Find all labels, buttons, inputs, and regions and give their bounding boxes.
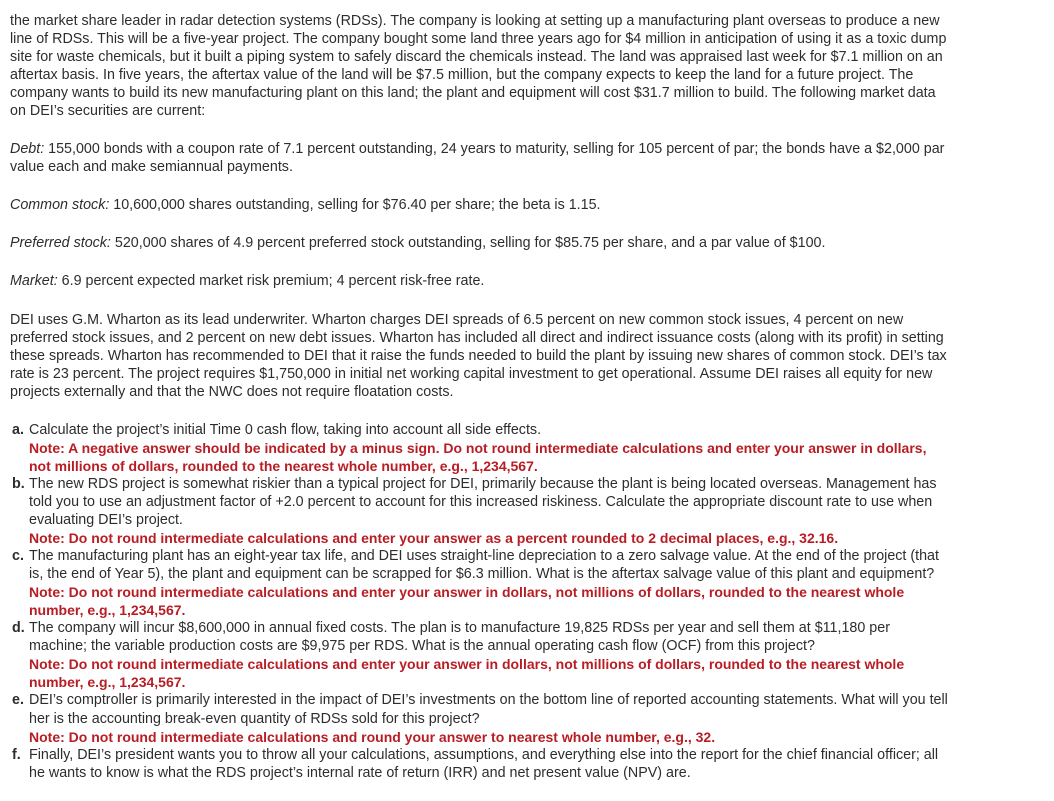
preferred-stock-label: Preferred stock: (10, 235, 111, 252)
problem-text (10, 12, 950, 782)
underwriter-paragraph: DEI uses G.M. Wharton as its lead underwriter. Wharton charges DEI spreads of 6.5 percent on new common stock issues, 4 percent on new preferred stock issues, and 2 percent on new debt issues. Wharton has included all direct and indirect issuance costs (along with its profit) in setting these spreads. Wharton has recommended to DEI that it raise the funds needed to build the plant by issuing new shares of common stock. DEI’s tax rate is 23 percent. The project requires $1,750,000 in initial net working capital investment to get operational. Assume DEI raises all equity for new projects externally and that the NWC does not require floatation costs. (10, 311, 947, 400)
common-stock-label: Common stock: (10, 197, 110, 214)
question-list (10, 421, 950, 782)
question-text: The manufacturing plant has an eight-year tax life, and DEI uses straight-line depreciation to a zero salvage value. At the end of the project (that is, the end of Year 5), the plant and equipment can be scrapped for $6.3 million. What is the aftertax salvage value of this plant and equipment? (29, 548, 939, 583)
question-letter: b. (12, 475, 25, 492)
market-paragraph (10, 272, 950, 290)
question-note: Note: Do not round intermediate calculations and enter your answer in dollars, not millions of dollars, rounded to the nearest whole number, e.g., 1,234,567. (29, 584, 905, 619)
question-b (10, 475, 950, 547)
question-letter: a. (12, 421, 24, 438)
question-letter: f. (12, 746, 21, 763)
question-d (10, 619, 950, 691)
question-f (10, 746, 950, 782)
common-stock-paragraph (10, 196, 950, 214)
question-note: Note: Do not round intermediate calculations and round your answer to nearest whole number, e.g., 32. (29, 728, 716, 745)
preferred-stock-text: 520,000 shares of 4.9 percent preferred stock outstanding, selling for $85.75 per share, and a par value of $100. (110, 235, 826, 252)
preferred-stock-paragraph (10, 234, 950, 252)
question-letter: e. (12, 692, 24, 709)
common-stock-text: 10,600,000 shares outstanding, selling for $76.40 per share; the beta is 1.15. (109, 197, 601, 214)
debt-paragraph (10, 140, 950, 176)
question-text: Finally, DEI’s president wants you to throw all your calculations, assumptions, and everything else into the report for the chief financial officer; all he wants to know is what the RDS project’s internal rate of return (IRR) and net present value (NPV) are. (29, 746, 939, 781)
debt-text: 155,000 bonds with a coupon rate of 7.1 percent outstanding, 24 years to maturity, selling for 105 percent of par; the bonds have a $2,000 par value each and make semiannual payments. (10, 141, 945, 176)
question-text: Calculate the project’s initial Time 0 cash flow, taking into account all side effects. (29, 421, 542, 438)
market-label: Market: (10, 273, 58, 290)
question-note: Note: A negative answer should be indicated by a minus sign. Do not round intermediate calculations and enter your answer in dollars, not millions of dollars, rounded to the nearest whole number, e.g., 1,234,567. (29, 439, 927, 474)
question-note: Note: Do not round intermediate calculations and enter your answer in dollars, not millions of dollars, rounded to the nearest whole number, e.g., 1,234,567. (29, 656, 905, 691)
question-e (10, 691, 950, 745)
question-text: The new RDS project is somewhat riskier than a typical project for DEI, primarily because the plant is being located overseas. Management has told you to use an adjustment factor of +2.0 percent to account for this increased riskiness. Calculate the appropriate discount rate to use when evaluating DEI’s project. (29, 475, 937, 528)
intro-paragraph: the market share leader in radar detection systems (RDSs). The company is looking at setting up a manufacturing plant overseas to produce a new line of RDSs. This will be a five-year project. The company bought some land three years ago for $4 million in anticipation of using it as a toxic dump site for waste chemicals, but it built a piping system to safely discard the chemicals instead. The land was appraised last week for $7.1 million on an aftertax basis. In five years, the aftertax value of the land will be $7.5 million, but the company expects to keep the land for a future project. The company wants to build its new manufacturing plant on this land; the plant and equipment will cost $31.7 million to build. The following market data on DEI’s securities are current: (10, 13, 947, 120)
question-note: Note: Do not round intermediate calculations and enter your answer as a percent rounded to 2 decimal places, e.g., 32.16. (29, 530, 839, 547)
question-c (10, 547, 950, 619)
question-text: DEI’s comptroller is primarily interested in the impact of DEI’s investments on the bottom line of reported accounting statements. What will you tell her is the accounting break-even quantity of RDSs sold for this project? (29, 692, 948, 727)
market-text: 6.9 percent expected market risk premium; 4 percent risk-free rate. (57, 273, 485, 290)
question-letter: c. (12, 548, 24, 565)
debt-label: Debt: (10, 141, 45, 158)
question-text: The company will incur $8,600,000 in annual fixed costs. The plan is to manufacture 19,825 RDSs per year and sell them at $11,180 per machine; the variable production costs are $9,975 per RDS. What is the annual operating cash flow (OCF) from this project? (29, 620, 890, 655)
question-a (10, 421, 950, 475)
question-letter: d. (12, 620, 25, 637)
